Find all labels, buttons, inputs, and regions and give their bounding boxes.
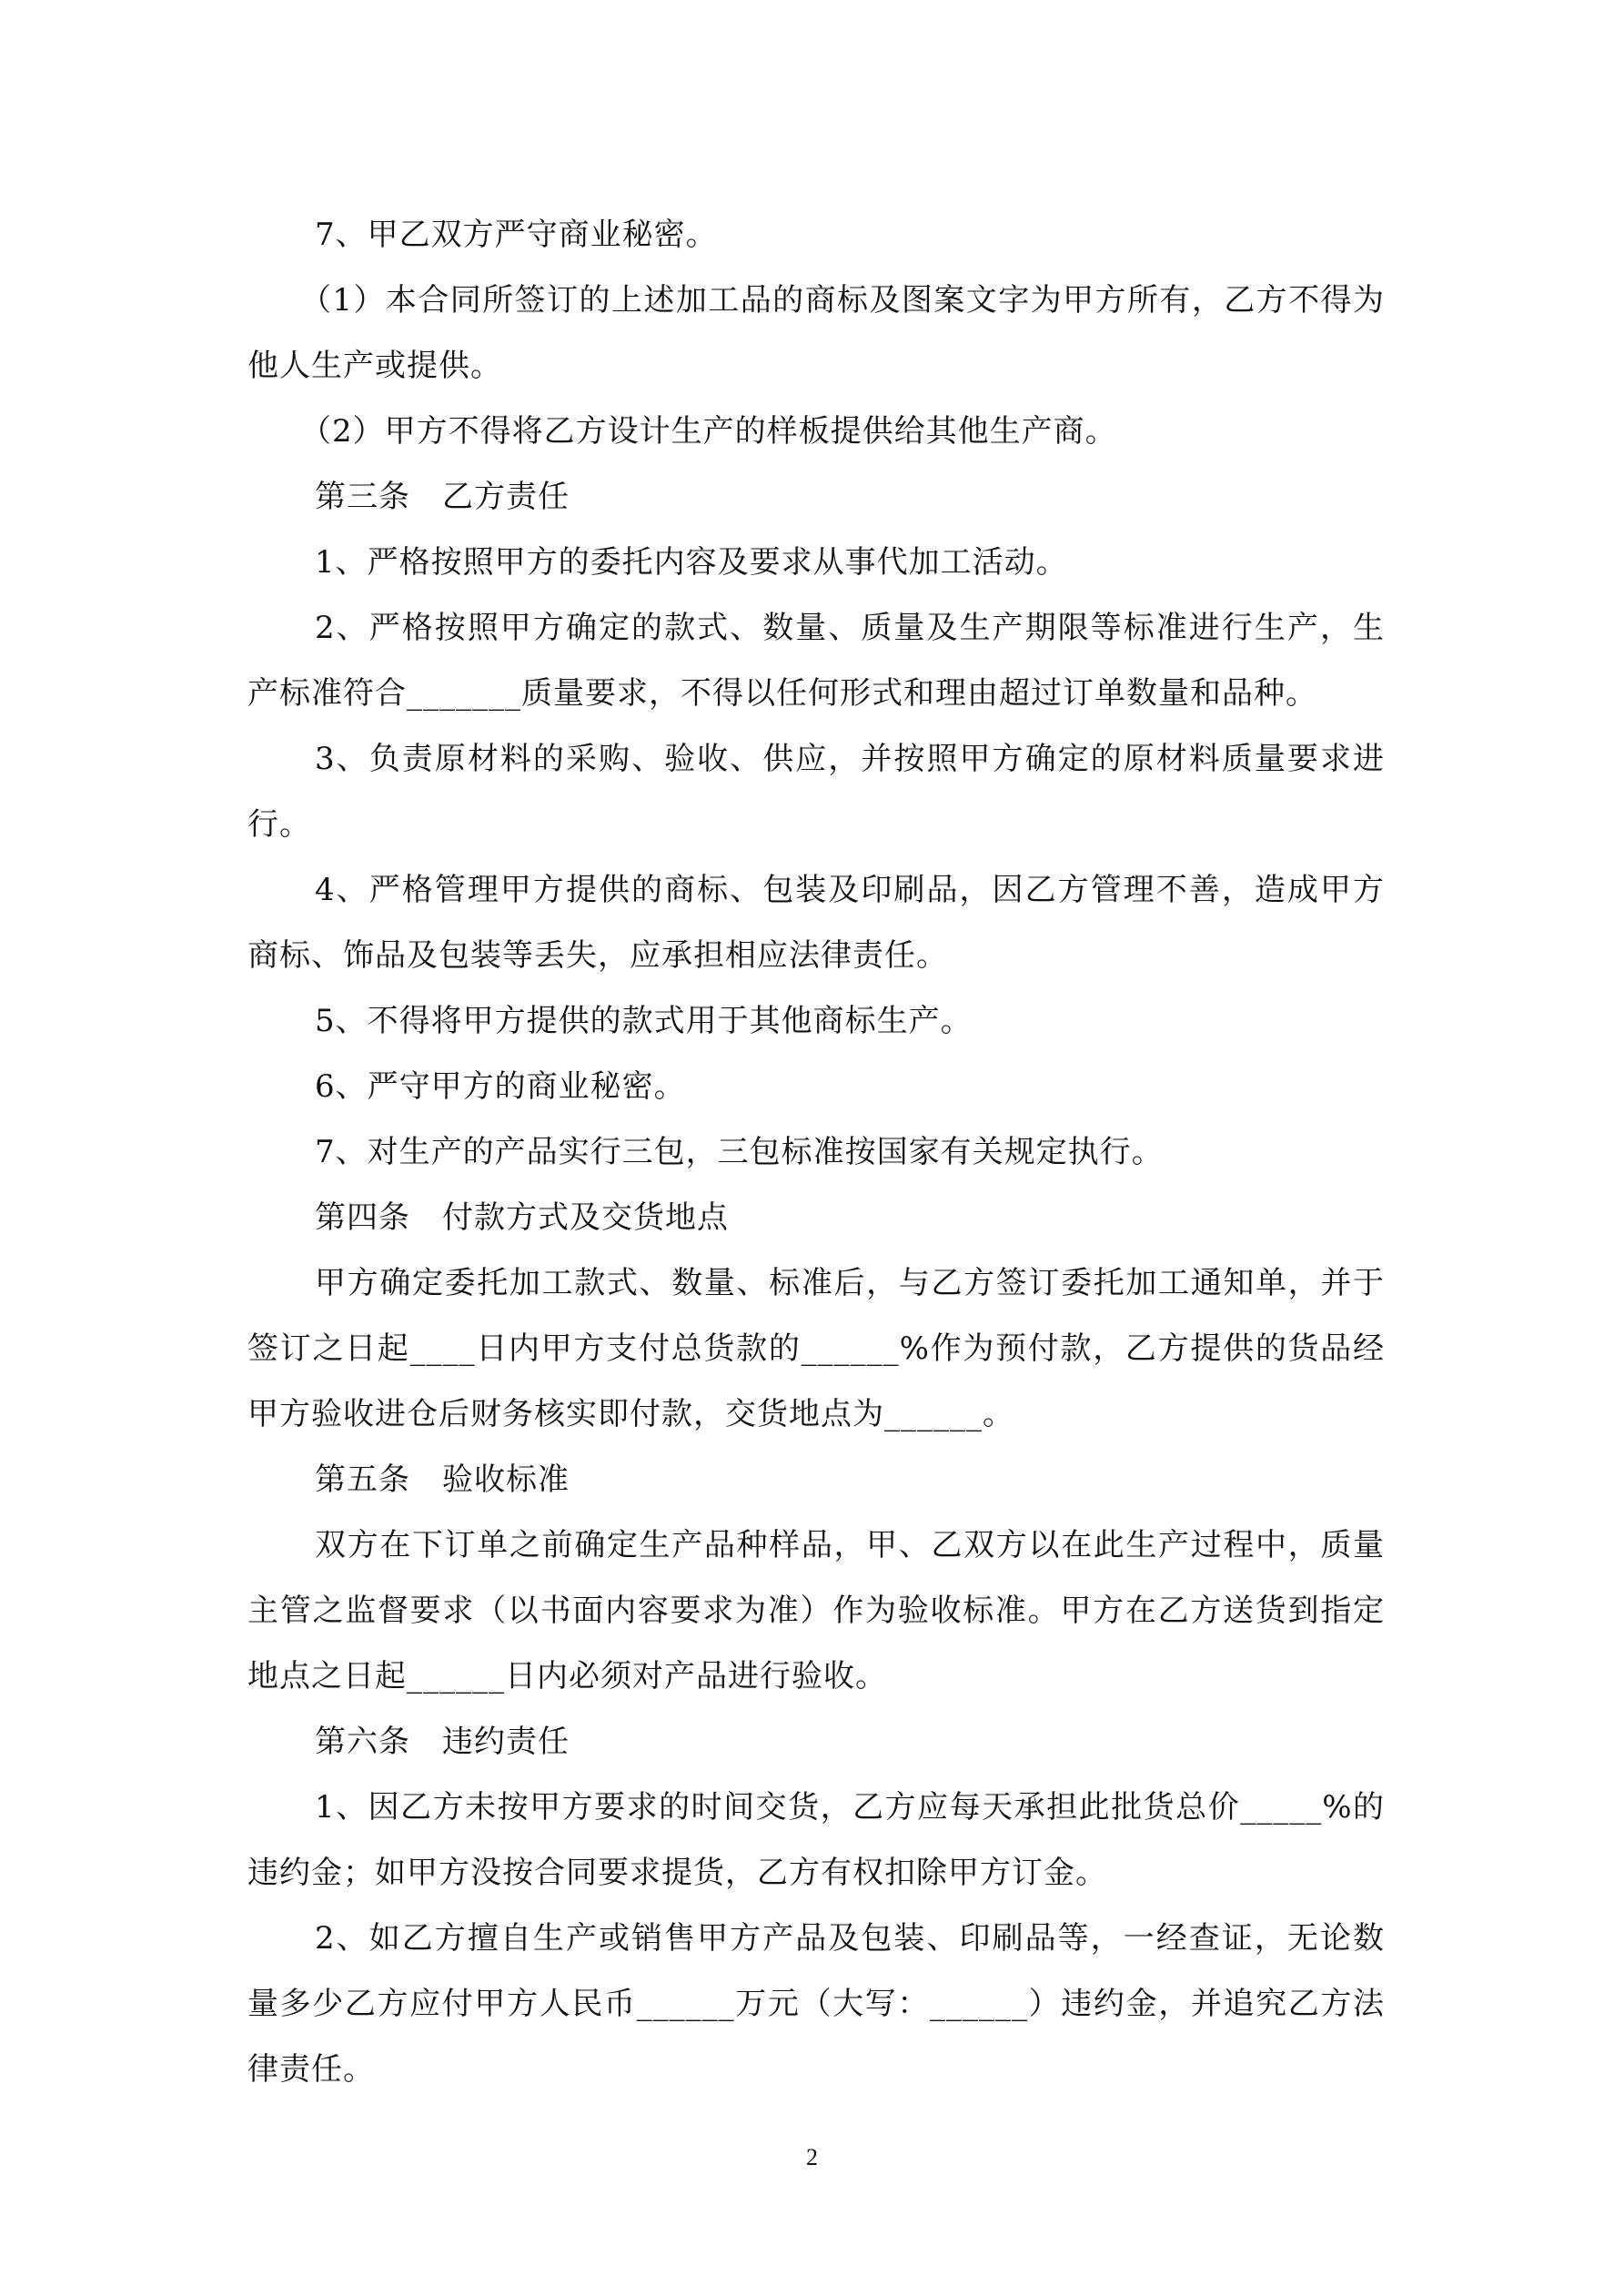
para-clause-3-5: 5、不得将甲方提供的款式用于其他商标生产。 bbox=[315, 1003, 973, 1039]
para-clause-2-7-2: （2）甲方不得将乙方设计生产的样板提供给其他生产商。 bbox=[300, 413, 1117, 450]
para-clause-3-6: 6、严守甲方的商业秘密。 bbox=[315, 1068, 686, 1105]
heading-article-5: 第五条 验收标准 bbox=[315, 1462, 570, 1498]
para-clause-3-4: 4、严格管理甲方提供的商标、包装及印刷品，因乙方管理不善，造成甲方商标、饰品及包装等丢失，应承担相应法律责任。 bbox=[247, 872, 1385, 974]
para-clause-3-3: 3、负责原材料的采购、验收、供应，并按照甲方确定的原材料质量要求进行。 bbox=[247, 741, 1385, 843]
heading-article-3: 第三条 乙方责任 bbox=[315, 479, 570, 515]
para-article-5: 双方在下订单之前确定生产品种样品，甲、乙双方以在此生产过程中，质量主管之监督要求（以书面内容要求为准）作为验收标准。甲方在乙方送货到指定地点之日起______日内必须对产品进行验收。 bbox=[247, 1527, 1385, 1694]
para-article-4: 甲方确定委托加工款式、数量、标准后，与乙方签订委托加工通知单，并于签订之日起____日内甲方支付总货款的______%作为预付款，乙方提供的货品经甲方验收进仓后财务核实即付款，交货地点为______。 bbox=[247, 1265, 1385, 1432]
para-clause-3-7: 7、对生产的产品实行三包，三包标准按国家有关规定执行。 bbox=[315, 1134, 1164, 1170]
document-body bbox=[247, 202, 1385, 2102]
page-number: 2 bbox=[806, 2144, 818, 2170]
para-clause-6-1: 1、因乙方未按甲方要求的时间交货，乙方应每天承担此批货总价_____%的违约金；如甲方没按合同要求提货，乙方有权扣除甲方订金。 bbox=[247, 1789, 1385, 1891]
para-clause-2-7-1: （1）本合同所签订的上述加工品的商标及图案文字为甲方所有，乙方不得为他人生产或提供。 bbox=[247, 282, 1385, 384]
heading-article-4: 第四条 付款方式及交货地点 bbox=[315, 1199, 729, 1236]
para-clause-3-2: 2、严格按照甲方确定的款式、数量、质量及生产期限等标准进行生产，生产标准符合_______质量要求，不得以任何形式和理由超过订单数量和品种。 bbox=[247, 610, 1385, 712]
para-clause-2-7: 7、甲乙双方严守商业秘密。 bbox=[315, 217, 718, 253]
heading-article-6: 第六条 违约责任 bbox=[315, 1724, 570, 1760]
para-clause-6-2: 2、如乙方擅自生产或销售甲方产品及包装、印刷品等，一经查证，无论数量多少乙方应付甲方人民币______万元（大写：______）违约金，并追究乙方法律责任。 bbox=[247, 1920, 1385, 2088]
para-clause-3-1: 1、严格按照甲方的委托内容及要求从事代加工活动。 bbox=[315, 544, 1068, 581]
